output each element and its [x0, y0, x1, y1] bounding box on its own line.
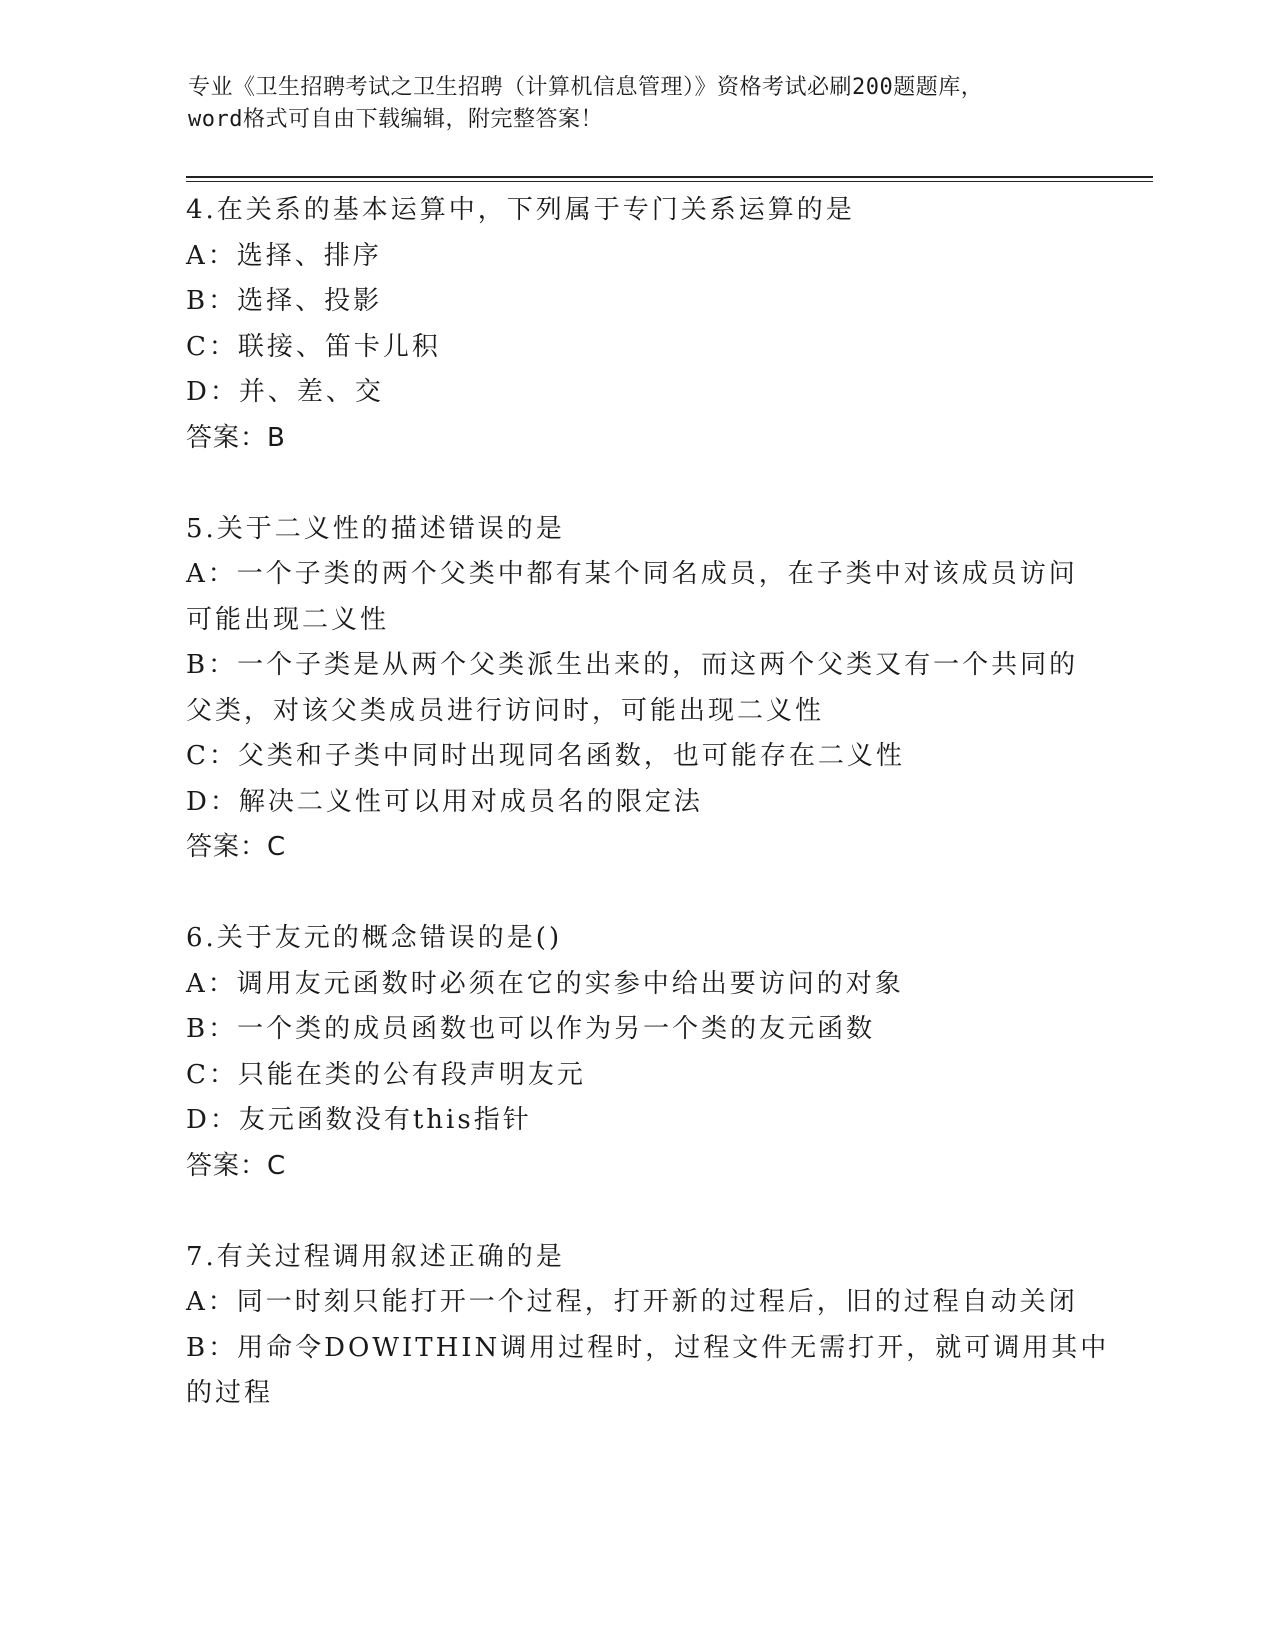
question-stem: 4.在关系的基本运算中，下列属于专门关系运算的是	[186, 195, 855, 225]
option-line: C：父类和子类中同时出现同名函数，也可能存在二义性	[186, 741, 905, 771]
answer-line: 答案：C	[186, 1150, 287, 1181]
option-line: 父类，对该父类成员进行访问时，可能出现二义性	[186, 695, 825, 726]
option-line: 的过程	[186, 1378, 274, 1408]
question-4	[186, 188, 1086, 461]
option-line: B：用命令DOWITHIN调用过程时，过程文件无需打开，就可调用其中	[186, 1332, 1110, 1363]
answer-line: 答案：C	[186, 832, 287, 862]
option-line: D：友元函数没有this指针	[186, 1105, 532, 1135]
question-stem: 5.关于二义性的描述错误的是	[186, 513, 565, 544]
question-list	[186, 188, 1110, 1417]
header-line-2: word格式可自由下载编辑，附完整答案！	[188, 107, 603, 132]
option-line: A：调用友元函数时必须在它的实参中给出要访问的对象	[186, 968, 904, 999]
option-line: D：并、差、交	[186, 377, 384, 407]
question-7	[186, 1235, 1110, 1417]
question-6	[186, 916, 1086, 1189]
answer-line: 答案：B	[186, 422, 286, 453]
option-line: 可能出现二义性	[186, 604, 390, 635]
question-stem: 6.关于友元的概念错误的是()	[186, 923, 563, 953]
question-5	[186, 507, 1086, 871]
option-line: A：同一时刻只能打开一个过程，打开新的过程后，旧的过程自动关闭	[186, 1287, 1078, 1317]
option-line: B：一个子类是从两个父类派生出来的，而这两个父类又有一个共同的	[186, 650, 1079, 680]
document-header	[188, 72, 1088, 136]
option-line: B：一个类的成员函数也可以作为另一个类的友元函数	[186, 1014, 876, 1044]
option-line: D：解决二义性可以用对成员名的限定法	[186, 786, 703, 817]
option-line: A：一个子类的两个父类中都有某个同名成员，在子类中对该成员访问	[186, 559, 1078, 589]
option-line: A：选择、排序	[186, 240, 382, 271]
option-line: B：选择、投影	[186, 286, 383, 316]
header-line-1: 专业《卫生招聘考试之卫生招聘（计算机信息管理）》资格考试必刷200题题库，	[188, 75, 984, 100]
header-divider	[186, 176, 1153, 182]
option-line: C：联接、笛卡儿积	[186, 331, 441, 362]
question-stem: 7.有关过程调用叙述正确的是	[186, 1241, 565, 1272]
option-line: C：只能在类的公有段声明友元	[186, 1059, 586, 1090]
